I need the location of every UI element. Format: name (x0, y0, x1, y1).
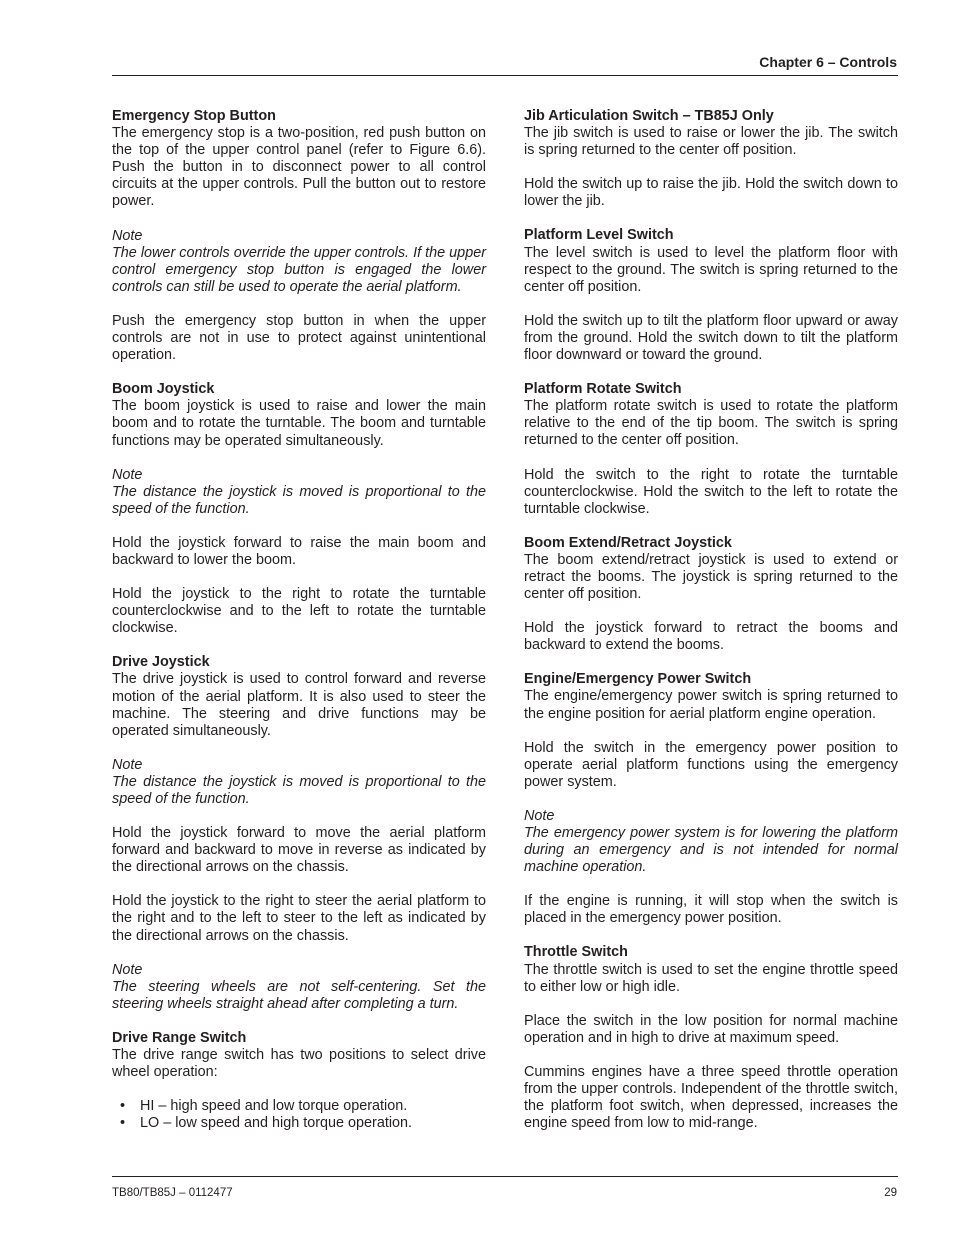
section-platform-level-switch (524, 227, 898, 295)
section-emergency-stop (112, 108, 486, 211)
paragraph-block (524, 1013, 898, 1047)
paragraph-block (112, 586, 486, 637)
paragraph-block (524, 467, 898, 518)
paragraph: If the engine is running, it will stop when the switch is placed in the emergency power position. (524, 893, 898, 927)
section-drive-joystick (112, 654, 486, 739)
paragraph: Hold the joystick to the right to rotate the turntable counterclockwise and to the left to rotate the turntable clockwise. (112, 586, 486, 637)
paragraph-block (112, 893, 486, 944)
right-column (524, 108, 898, 1132)
section-boom-joystick (112, 381, 486, 449)
section-boom-extend-retract-joystick (524, 535, 898, 603)
paragraph: The drive range switch has two positions to select drive wheel operation: (112, 1047, 486, 1081)
paragraph: Place the switch in the low position for normal machine operation and in high to drive at maximum speed. (524, 1012, 898, 1046)
paragraph: Hold the joystick forward to raise the main boom and backward to lower the boom. (112, 534, 486, 568)
section-heading: Boom Joystick (112, 381, 215, 398)
paragraph-block (112, 313, 486, 364)
note-label: Note (112, 227, 143, 244)
note-text: The emergency power system is for lowering the platform during an emergency and is not intended for normal machine operation. (524, 825, 898, 876)
paragraph-block (524, 176, 898, 210)
paragraph: Hold the joystick to the right to steer the aerial platform to the right and to the left to steer to the left as indicated by the directional arrows on the chassis. (112, 893, 486, 944)
bullet-list-block (112, 1098, 486, 1132)
note-label: Note (112, 466, 143, 483)
list-item: • LO – low speed and high torque operation. (112, 1115, 486, 1132)
section-heading: Platform Rotate Switch (524, 381, 682, 398)
paragraph: The boom extend/retract joystick is used to extend or retract the booms. The joystick is spring returned to the center off position. (524, 551, 898, 603)
list-item: • HI – high speed and low torque operation. (112, 1098, 486, 1115)
paragraph: Hold the joystick forward to move the aerial platform forward and backward to move in reverse as indicated by the directional arrows on the chassis. (112, 825, 486, 876)
paragraph-block (524, 740, 898, 791)
section-throttle-switch (524, 944, 898, 995)
note-text: The distance the joystick is moved is proportional to the speed of the function. (112, 773, 486, 807)
note (112, 962, 486, 1013)
paragraph: The throttle switch is used to set the engine throttle speed to either low or high idle. (524, 961, 898, 995)
paragraph: The boom joystick is used to raise and lower the main boom and to rotate the turntable. The boom and turntable functions may be operated simultaneously. (112, 398, 486, 449)
note-label: Note (112, 961, 143, 978)
paragraph-block (112, 535, 486, 569)
page-number: 29 (884, 1187, 897, 1199)
paragraph-block (524, 620, 898, 654)
bullet-list (112, 1098, 486, 1132)
section-platform-rotate-switch (524, 381, 898, 449)
paragraph: Push the emergency stop button in when the upper controls are not in use to protect against unintentional operation. (112, 312, 486, 364)
note (112, 228, 486, 296)
note (112, 757, 486, 808)
section-heading: Jib Articulation Switch – TB85J Only (524, 108, 774, 124)
paragraph: The engine/emergency power switch is spring returned to the engine position for aerial platform engine operation. (524, 688, 898, 722)
paragraph: Hold the switch up to tilt the platform floor upward or away from the ground. Hold the switch down to tilt the platform floor downward or toward the ground. (524, 312, 898, 364)
paragraph: The platform rotate switch is used to rotate the platform relative to the end of the tip boom. The switch is spring returned to the center off position. (524, 398, 898, 449)
note (524, 808, 898, 876)
section-heading: Throttle Switch (524, 944, 628, 961)
paragraph: Hold the switch in the emergency power position to operate aerial platform functions using the emergency power system. (524, 739, 898, 790)
section-heading: Emergency Stop Button (112, 108, 276, 124)
section-heading: Boom Extend/Retract Joystick (524, 534, 732, 551)
section-drive-range-switch (112, 1030, 486, 1081)
paragraph: Hold the switch up to raise the jib. Hold the switch down to lower the jib. (524, 176, 898, 210)
section-heading: Platform Level Switch (524, 227, 674, 244)
footer-rule (112, 1176, 898, 1177)
note-text: The lower controls override the upper controls. If the upper control emergency stop button is engaged the lower controls can still be used to operate the aerial platform. (112, 244, 486, 295)
note-text: The steering wheels are not self-centering. Set the steering wheels straight ahead after completing a turn. (112, 978, 486, 1012)
note-label: Note (112, 756, 143, 773)
paragraph: The emergency stop is a two-position, red push button on the top of the upper control panel (refer to Figure 6.6). Push the button in to disconnect power to all control circuits at the upper controls. Pull the button out to restore power. (112, 125, 486, 210)
section-heading: Engine/Emergency Power Switch (524, 671, 752, 688)
chapter-title: Chapter 6 – Controls (759, 54, 897, 70)
paragraph-block (524, 893, 898, 927)
left-column (112, 108, 486, 1132)
paragraph: The jib switch is used to raise or lower the jib. The switch is spring returned to the center off position. (524, 125, 898, 159)
note-text: The distance the joystick is moved is proportional to the speed of the function. (112, 483, 486, 517)
paragraph-block (524, 1064, 898, 1132)
paragraph: Hold the switch to the right to rotate the turntable counterclockwise. Hold the switch to the left to rotate the turntable clockwise. (524, 466, 898, 517)
paragraph: The level switch is used to level the platform floor with respect to the ground. The switch is spring returned to the center off position. (524, 244, 898, 295)
paragraph-block (112, 825, 486, 876)
paragraph: The drive joystick is used to control forward and reverse motion of the aerial platform. It is also used to steer the machine. The steering and drive functions may be operated simultaneously. (112, 671, 486, 739)
paragraph: Hold the joystick forward to retract the booms and backward to extend the booms. (524, 620, 898, 654)
note-label: Note (524, 807, 555, 824)
note (112, 467, 486, 518)
header-rule (112, 75, 898, 76)
section-jib-articulation-switch (524, 108, 898, 159)
section-heading: Drive Joystick (112, 654, 210, 671)
paragraph-block (524, 313, 898, 364)
paragraph: Cummins engines have a three speed throttle operation from the upper controls. Independent of the throttle switch, the platform foot switch, when depressed, increases the engine speed from low to mid-range. (524, 1063, 898, 1132)
section-heading: Drive Range Switch (112, 1029, 247, 1046)
document-id: TB80/TB85J – 0112477 (112, 1187, 233, 1199)
section-engine-emergency-power-switch (524, 671, 898, 722)
